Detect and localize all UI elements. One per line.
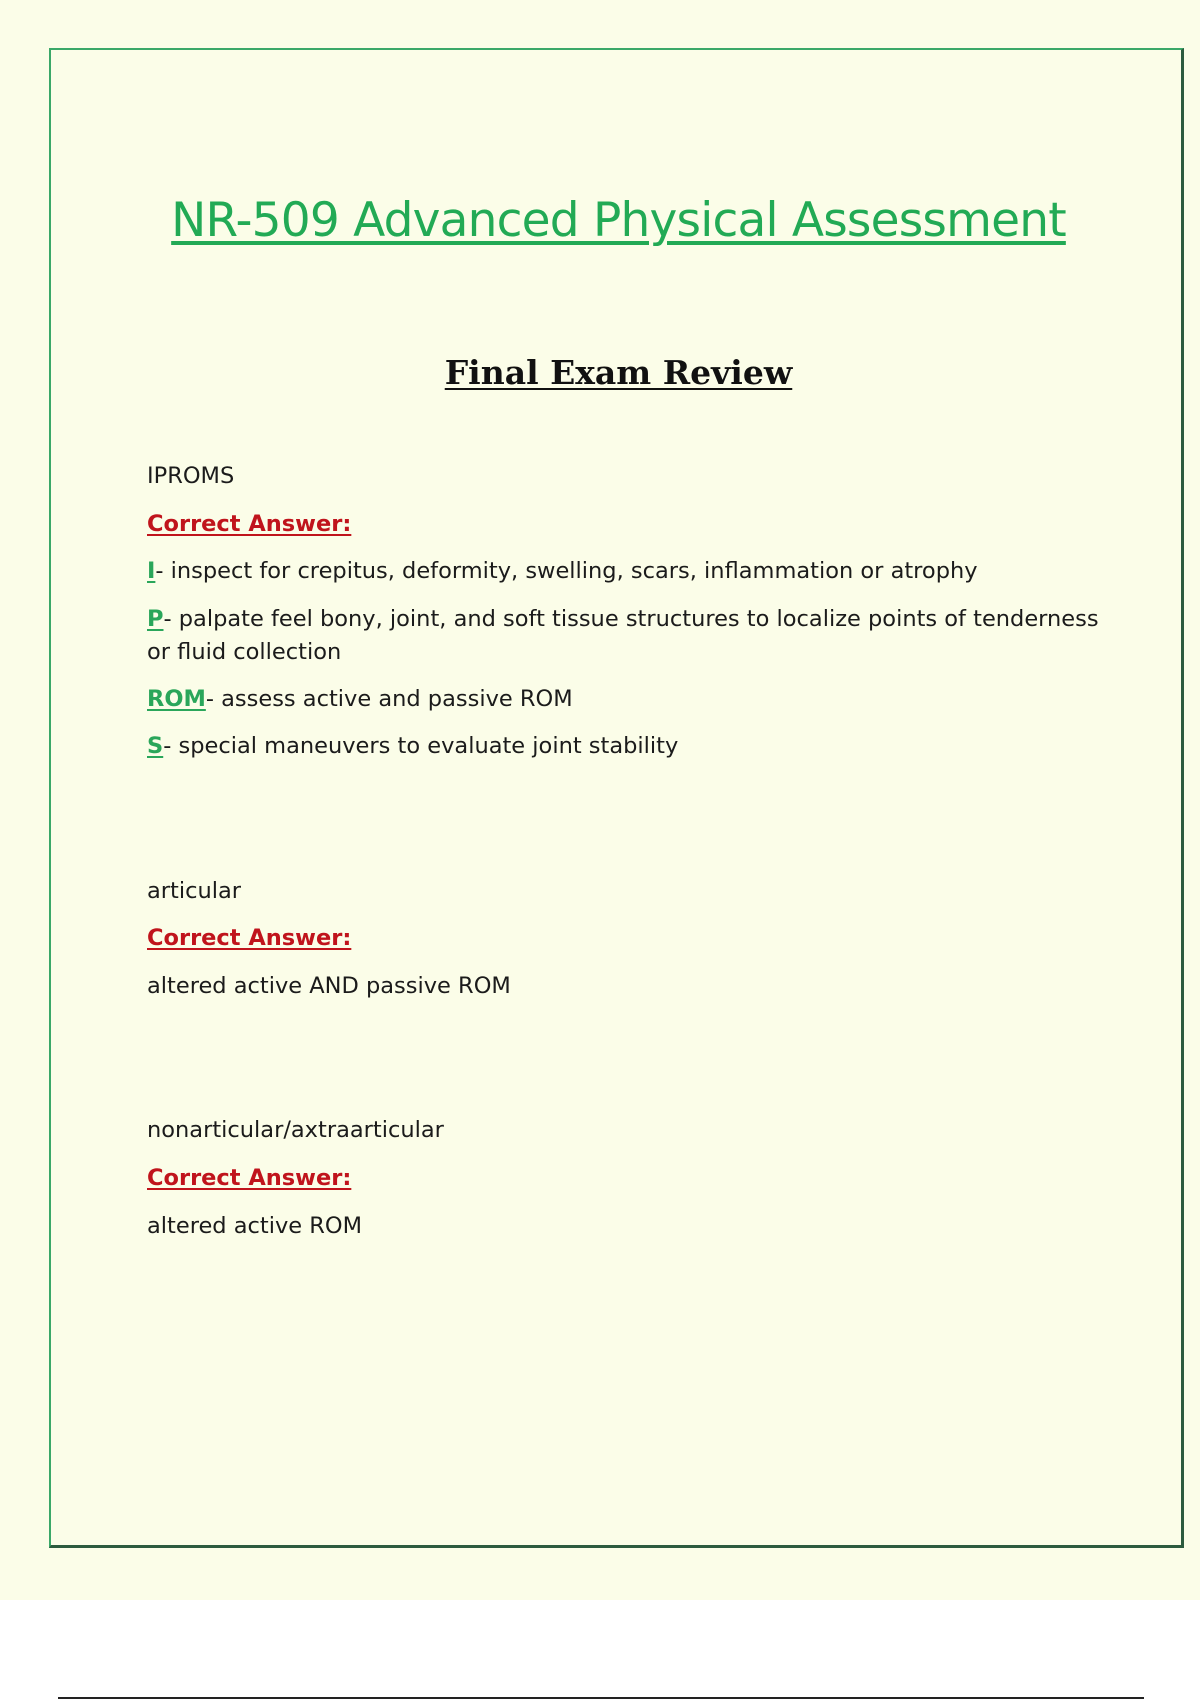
- correct-answer-label: Correct Answer:: [147, 925, 352, 951]
- answer-label-3: [147, 1162, 1137, 1195]
- question-2: articular: [147, 878, 242, 904]
- answer-1-item-p: [147, 603, 1107, 669]
- answer-1-item-rom: [147, 683, 1137, 716]
- answer-1-item-i: [147, 555, 1137, 588]
- key-letter-s: S: [147, 733, 164, 759]
- answer-1-item-rom-text: - assess active and passive ROM: [205, 686, 573, 712]
- answer-1-item-s-text: - special maneuvers to evaluate joint stability: [163, 733, 679, 759]
- document-title-text: NR-509 Advanced Physical Assessment: [171, 193, 1066, 248]
- key-letter-i: I: [147, 558, 156, 584]
- answer-1-item-p-text: - palpate feel bony, joint, and soft tissue structures to localize points of tenderness or fluid collection: [147, 606, 1099, 665]
- correct-answer-label: Correct Answer:: [147, 511, 352, 537]
- key-letter-p: P: [147, 606, 164, 632]
- document-subtitle-text: Final Exam Review: [444, 353, 793, 392]
- correct-answer-label: Correct Answer:: [147, 1165, 352, 1191]
- answer-1-item-s: [147, 730, 1137, 763]
- answer-label-1: [147, 508, 1137, 541]
- answer-1-item-i-text: - inspect for crepitus, deformity, swelling, scars, inflammation or atrophy: [155, 558, 978, 584]
- document-page: [49, 48, 1184, 1548]
- answer-3: altered active ROM: [147, 1213, 363, 1239]
- key-letter-rom: ROM: [147, 686, 206, 712]
- bottom-divider: [58, 1697, 1144, 1699]
- answer-2: altered active AND passive ROM: [147, 973, 511, 999]
- question-1: IPROMS: [147, 463, 235, 489]
- answer-label-2: [147, 922, 1137, 955]
- question-3: nonarticular/axtraarticular: [147, 1117, 444, 1143]
- document-title: [51, 190, 1186, 252]
- document-subtitle: [51, 351, 1186, 395]
